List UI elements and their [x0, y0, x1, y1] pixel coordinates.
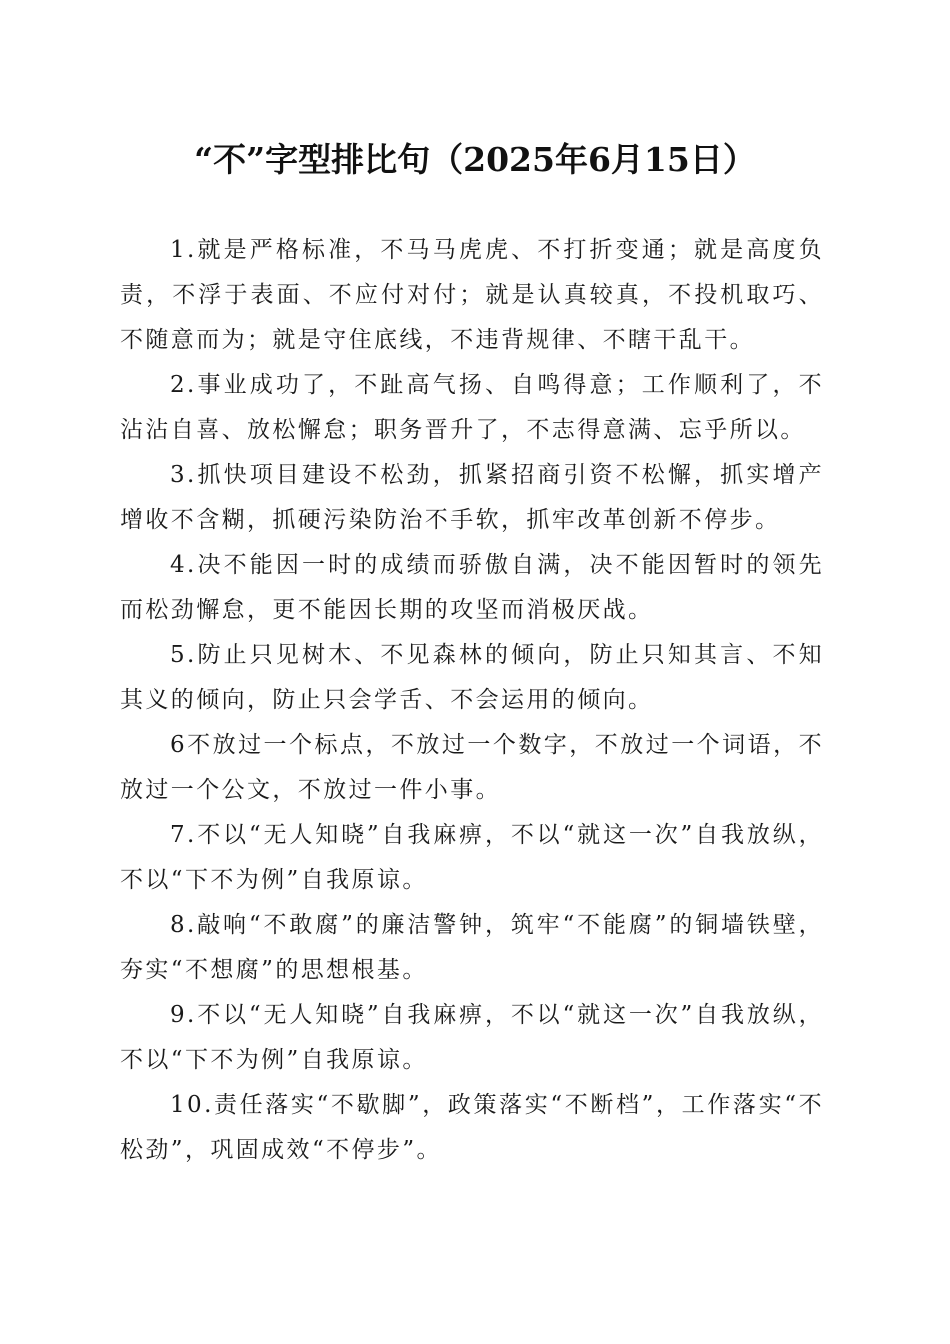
paragraph-10: 10.责任落实“不歇脚”，政策落实“不断档”，工作落实“不松劲”，巩固成效“不停步”。 — [120, 1092, 824, 1163]
paragraph-2: 2.事业成功了，不趾高气扬、自鸣得意；工作顺利了，不沾沾自喜、放松懈怠；职务晋升了，不志得意满、忘乎所以。 — [120, 372, 824, 443]
paragraph-8: 8.敲响“不敢腐”的廉洁警钟，筑牢“不能腐”的铜墙铁壁，夯实“不想腐”的思想根基。 — [120, 912, 824, 983]
paragraph-6: 6不放过一个标点，不放过一个数字，不放过一个词语，不放过一个公文，不放过一件小事。 — [120, 732, 824, 803]
paragraph-5: 5.防止只见树木、不见森林的倾向，防止只知其言、不知其义的倾向，防止只会学舌、不会运用的倾向。 — [120, 642, 824, 713]
paragraph-4: 4.决不能因一时的成绩而骄傲自满，决不能因暂时的领先而松劲懈怠，更不能因长期的攻坚而消极厌战。 — [120, 552, 824, 623]
paragraph-1: 1.就是严格标准，不马马虎虎、不打折变通；就是高度负责，不浮于表面、不应付对付；就是认真较真，不投机取巧、不随意而为；就是守住底线，不违背规律、不瞎干乱干。 — [120, 237, 824, 353]
paragraph-3: 3.抓快项目建设不松劲，抓紧招商引资不松懈，抓实增产增收不含糊，抓硬污染防治不手软，抓牢改革创新不停步。 — [120, 462, 824, 533]
paragraph-7: 7.不以“无人知晓”自我麻痹，不以“就这一次”自我放纵，不以“下不为例”自我原谅。 — [120, 822, 824, 893]
paragraph-9: 9.不以“无人知晓”自我麻痹，不以“就这一次”自我放纵，不以“下不为例”自我原谅。 — [120, 1002, 824, 1073]
document-title: “不”字型排比句（2025年6月15日） — [194, 140, 756, 179]
document-body — [120, 228, 824, 1173]
